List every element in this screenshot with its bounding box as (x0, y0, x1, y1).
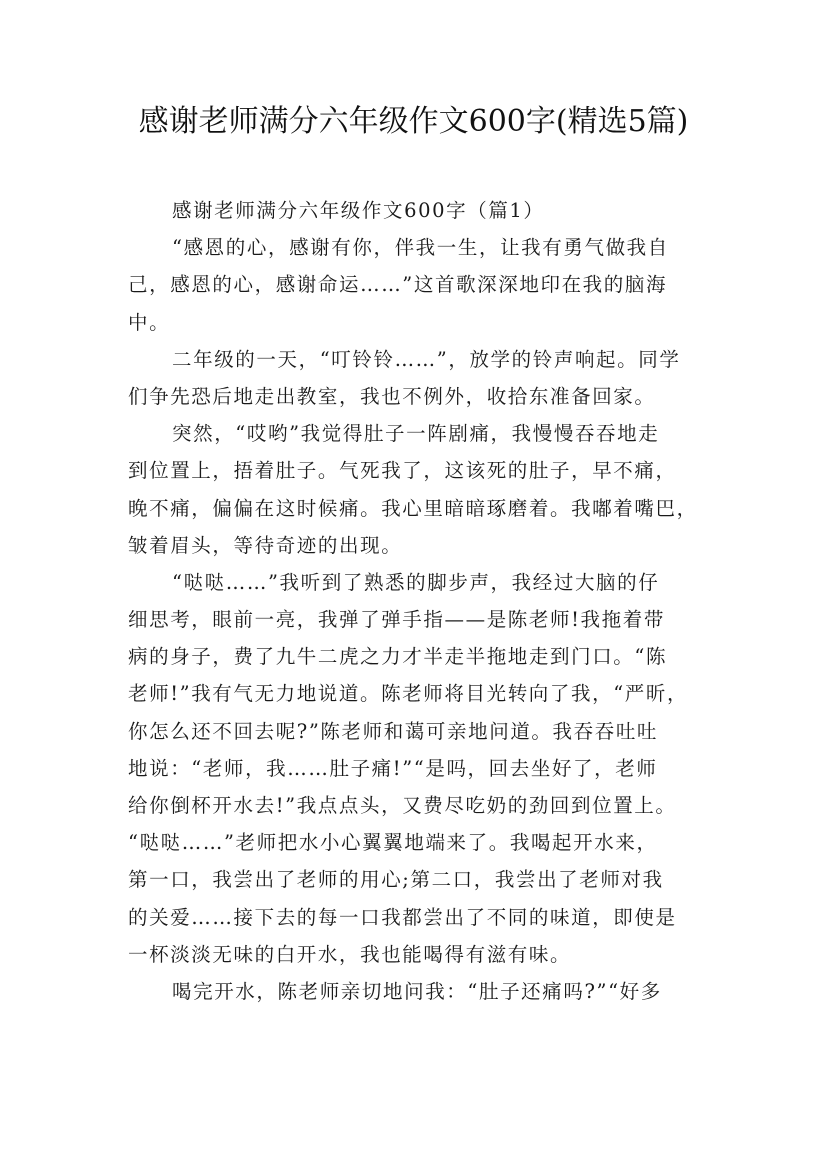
text-line: 己，感恩的心，感谢命运……”这首歌深深地印在我的脑海 (128, 273, 668, 297)
text-line: 二年级的一天，“叮铃铃……”，放学的铃声响起。同学 (172, 347, 681, 371)
text-line: 细思考，眼前一亮，我弹了弹手指——是陈老师!我拖着带 (128, 608, 665, 632)
text-line: 给你倒杯开水去!”我点点头，又费尽吃奶的劲回到位置上。 (128, 794, 677, 817)
text-line: “哒哒……”老师把水小心翼翼地端来了。我喝起开水来， (128, 831, 658, 855)
text-line: 病的身子，费了九牛二虎之力才半走半拖地走到门口。“陈 (128, 645, 668, 669)
text-line: “哒哒……”我听到了熟悉的脚步声，我经过大脑的仔 (172, 570, 660, 594)
text-line: 们争先恐后地走出教室，我也不例外，收拾东准备回家。 (128, 384, 656, 408)
text-line: 地说：“老师，我……肚子痛!”“是吗，回去坐好了，老师 (128, 756, 658, 780)
text-line: 老师!”我有气无力地说道。陈老师将目光转向了我，“严昕， (128, 682, 689, 706)
text-line: 感谢老师满分六年级作文600字（篇1） (172, 199, 545, 222)
text-line: 皱着眉头，等待奇迹的出现。 (128, 533, 403, 557)
text-line: 一杯淡淡无味的白开水，我也能喝得有滋有味。 (128, 942, 572, 966)
document-title: 感谢老师满分六年级作文600字(精选5篇) (138, 104, 689, 139)
text-line: 喝完开水，陈老师亲切地问我：“肚子还痛吗?”“好多 (172, 979, 662, 1003)
text-line: 你怎么还不回去呢?”陈老师和蔼可亲地问道。我吞吞吐吐 (128, 719, 659, 743)
text-line: 的关爱……接下去的每一口我都尝出了不同的味道，即使是 (128, 905, 677, 929)
document-body (128, 192, 728, 1010)
text-line: 中。 (128, 310, 171, 334)
text-line: 第一口，我尝出了老师的用心;第二口，我尝出了老师对我 (128, 868, 664, 892)
text-line: 到位置上，捂着肚子。气死我了，这该死的肚子，早不痛， (128, 459, 677, 483)
text-line: “感恩的心，感谢有你，伴我一生，让我有勇气做我自 (172, 236, 669, 260)
text-line: 突然，“哎哟”我觉得肚子一阵剧痛，我慢慢吞吞地走 (172, 422, 660, 446)
text-line: 晚不痛，偏偏在这时候痛。我心里暗暗琢磨着。我嘟着嘴巴， (128, 496, 698, 520)
